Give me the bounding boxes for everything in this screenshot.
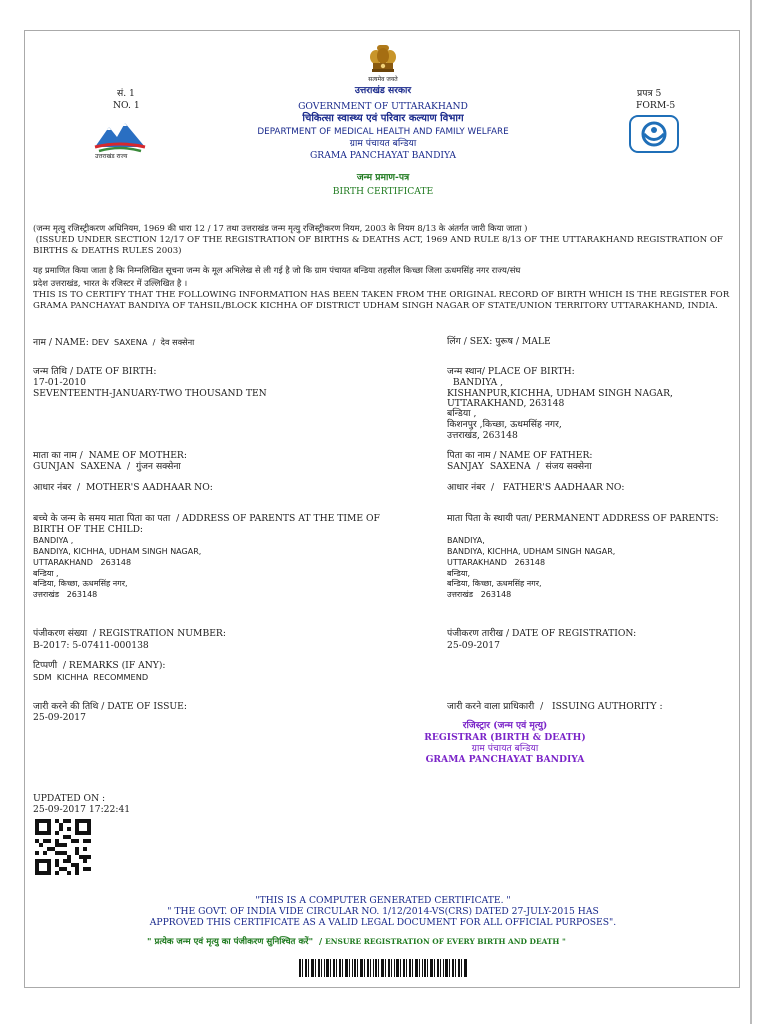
footer-slogan-en: ENSURE REGISTRATION OF EVERY BIRTH AND DEATH " xyxy=(325,937,566,946)
address-at-birth-line-6: उत्तराखंड 263148 xyxy=(33,590,98,599)
footer-computer-generated: "THIS IS A COMPUTER GENERATED CERTIFICATE. " xyxy=(255,895,511,906)
mother-value: GUNJAN SAXENA / गुंजन सक्सेना xyxy=(33,461,181,472)
qr-code-icon xyxy=(35,819,91,875)
certify-hi-1: यह प्रमाणित किया जाता है कि निम्नलिखित सूचना जन्म के मूल अभिलेख से ली गई है जो कि ग्राम पंचायत बन्डिया तहसील किच्छा जिला ऊधमसिंह नगर राज्य/संघ xyxy=(33,265,521,275)
dept-name-hi: चिकित्सा स्वास्थ्य एवं परिवार कल्याण विभाग xyxy=(302,113,464,124)
issued-under-hi: (जन्म मृत्यु रजिस्ट्रीकरण अधिनियम, 1969 की धारा 12 / 17 तथा उत्तराखंड जन्म मृत्यु रजिस्ट्रीकरण नियम, 2003 के नियम 8/13 के अंतर्गत जारी किया जाता ) xyxy=(33,223,528,233)
registrar-title-en: REGISTRAR (BIRTH & DEATH) xyxy=(424,732,586,743)
certify-en-2: GRAMA PANCHAYAT BANDIYA OF TAHSIL/BLOCK KICHHA OF DISTRICT UDHAM SINGH NAGAR OF STATE/UNION TERRITORY UTTARAKHAND, INDIA. xyxy=(33,301,718,311)
father-value: SANJAY SAXENA / संजय सक्सेना xyxy=(447,461,592,472)
serial-no-hi: सं. 1 xyxy=(117,88,135,99)
certificate-title-en: BIRTH CERTIFICATE xyxy=(332,186,434,197)
dob-value: 17-01-2010 xyxy=(33,377,86,388)
registration-date-label: पंजीकरण तारीख / DATE OF REGISTRATION: xyxy=(447,628,637,639)
name-label: नाम / NAME: xyxy=(33,337,89,348)
authority-panchayat-en: GRAMA PANCHAYAT BANDIYA xyxy=(425,754,585,765)
dob-label: जन्म तिथि / DATE OF BIRTH: xyxy=(33,366,157,377)
authority-panchayat-hi: ग्राम पंचायत बन्डिया xyxy=(471,743,539,754)
remarks-label: टिप्पणी / REMARKS (IF ANY): xyxy=(33,660,166,671)
registration-number-value: B-2017: 5-07411-000138 xyxy=(33,640,149,651)
updated-on-label: UPDATED ON : xyxy=(33,793,106,804)
dob-words: SEVENTEENTH-JANUARY-TWO THOUSAND TEN xyxy=(33,388,267,399)
address-at-birth-label-1: बच्चे के जन्म के समय माता पिता का पता / ADDRESS OF PARENTS AT THE TIME OF xyxy=(33,513,380,524)
registrar-title-hi: रजिस्ट्रार (जन्म एवं मृत्यु) xyxy=(462,720,548,731)
panchayat-name-hi: ग्राम पंचायत बन्डिया xyxy=(349,138,417,149)
sex-field xyxy=(447,337,551,348)
address-at-birth-line-3: UTTARAKHAND 263148 xyxy=(33,558,132,567)
permanent-address-line-4: बन्डिया, xyxy=(447,569,471,578)
pob-label: जन्म स्थान/ PLACE OF BIRTH: xyxy=(447,366,575,377)
emblem-motto: सत्यमेव जयते xyxy=(368,76,398,83)
address-at-birth-line-2: BANDIYA, KICHHA, UDHAM SINGH NAGAR, xyxy=(33,547,202,556)
address-at-birth-line-5: बन्डिया, किच्छा, ऊधमसिंह नगर, xyxy=(33,579,128,588)
pob-line-3: UTTARAKHAND, 263148 xyxy=(447,398,565,409)
permanent-address-line-1: BANDIYA, xyxy=(447,536,485,545)
uttarakhand-logo-icon xyxy=(93,117,147,153)
name-value: DEV SAXENA / देव सक्सेना xyxy=(91,337,195,347)
sex-value: पुरूष / MALE xyxy=(495,336,551,347)
pob-line-1: BANDIYA , xyxy=(447,377,504,388)
certificate-title-hi: जन्म प्रमाण-पत्र xyxy=(356,172,410,183)
address-at-birth-line-1: BANDIYA , xyxy=(33,536,74,545)
remarks-value: SDM KICHHA RECOMMEND xyxy=(33,672,149,682)
permanent-address-label: माता पिता के स्थायी पता/ PERMANENT ADDRESS OF PARENTS: xyxy=(447,513,719,524)
pob-line-2: KISHANPUR,KICHHA, UDHAM SINGH NAGAR, xyxy=(447,388,673,399)
address-at-birth-label-2: BIRTH OF THE CHILD: xyxy=(33,524,144,535)
panchayat-name-en: GRAMA PANCHAYAT BANDIYA xyxy=(309,150,457,161)
footer-slogan-hi: " प्रत्येक जन्म एवं मृत्यु का पंजीकरण सुनिश्चित करें" / xyxy=(147,937,323,947)
mother-label: माता का नाम / NAME OF MOTHER: xyxy=(33,450,187,461)
updated-on-value: 25-09-2017 17:22:41 xyxy=(33,804,131,815)
pob-line-5: किशनपुर ,किच्छा, ऊधमसिंह नगर, xyxy=(447,419,562,430)
form-no-hi: प्रपत्र 5 xyxy=(637,88,662,99)
footer-circular-line-2: APPROVED THIS CERTIFICATE AS A VALID LEGAL DOCUMENT FOR ALL OFFICIAL PURPOSES". xyxy=(149,917,617,928)
father-label: पिता का नाम / NAME OF FATHER: xyxy=(447,450,593,461)
footer-circular-line-1: " THE GOVT. OF INDIA VIDE CIRCULAR NO. 1/12/2014-VS(CRS) DATED 27-JULY-2015 HAS xyxy=(167,906,599,917)
dept-name-en: DEPARTMENT OF MEDICAL HEALTH AND FAMILY WELFARE xyxy=(257,127,509,137)
address-at-birth-line-4: बन्डिया , xyxy=(33,569,59,578)
permanent-address-line-6: उत्तराखंड 263148 xyxy=(447,590,512,599)
issued-under-en-2: BIRTHS & DEATHS RULES 2003) xyxy=(33,246,182,256)
date-of-issue-label: जारी करने की तिथि / DATE OF ISSUE: xyxy=(33,701,187,712)
father-aadhaar-label: आधार नंबर / FATHER'S AADHAAR NO: xyxy=(447,482,625,493)
issued-under-en-1: (ISSUED UNDER SECTION 12/17 OF THE REGISTRATION OF BIRTHS & DEATHS ACT, 1969 AND RULE 8/13 OF THE UTTARAKHAND REGISTRATION OF xyxy=(33,235,723,245)
state-logo-caption: उत्तराखंड राज्य xyxy=(95,153,128,160)
permanent-address-line-5: बन्डिया, किच्छा, ऊधमसिंह नगर, xyxy=(447,579,542,588)
national-emblem-icon xyxy=(367,43,399,79)
registration-number-label: पंजीकरण संख्या / REGISTRATION NUMBER: xyxy=(33,628,226,639)
certify-hi-2: प्रदेश उत्तराखंड, भारत के रजिस्टर में उल्लिखित है । xyxy=(33,278,188,288)
govt-name-hi: उत्तराखंड सरकार xyxy=(354,85,412,96)
registration-date-value: 25-09-2017 xyxy=(447,640,500,651)
certificate-page xyxy=(24,30,740,988)
name-field xyxy=(33,337,194,349)
permanent-address-line-2: BANDIYA, KICHHA, UDHAM SINGH NAGAR, xyxy=(447,547,616,556)
serial-no-en: NO. 1 xyxy=(113,100,140,111)
mother-aadhaar-label: आधार नंबर / MOTHER'S AADHAAR NO: xyxy=(33,482,213,493)
certify-en-1: THIS IS TO CERTIFY THAT THE FOLLOWING INFORMATION HAS BEEN TAKEN FROM THE ORIGINAL RECORD OF BIRTH WHICH IS THE REGISTER FOR xyxy=(33,290,730,300)
pob-line-6: उत्तराखंड, 263148 xyxy=(447,430,518,441)
page-edge-rule xyxy=(750,0,752,1024)
form-no-en: FORM-5 xyxy=(636,100,676,111)
date-of-issue-value: 25-09-2017 xyxy=(33,712,86,723)
footer-slogan xyxy=(147,937,566,948)
sex-label: लिंग / SEX: xyxy=(447,336,493,347)
barcode-icon xyxy=(299,959,467,977)
permanent-address-line-3: UTTARAKHAND 263148 xyxy=(447,558,546,567)
pob-line-4: बन्डिया , xyxy=(447,408,477,419)
issuing-authority-label: जारी करने वाला प्राधिकारी / ISSUING AUTHORITY : xyxy=(447,701,663,712)
registration-logo-icon xyxy=(629,115,679,153)
govt-name-en: GOVERNMENT OF UTTARAKHAND xyxy=(298,101,468,112)
